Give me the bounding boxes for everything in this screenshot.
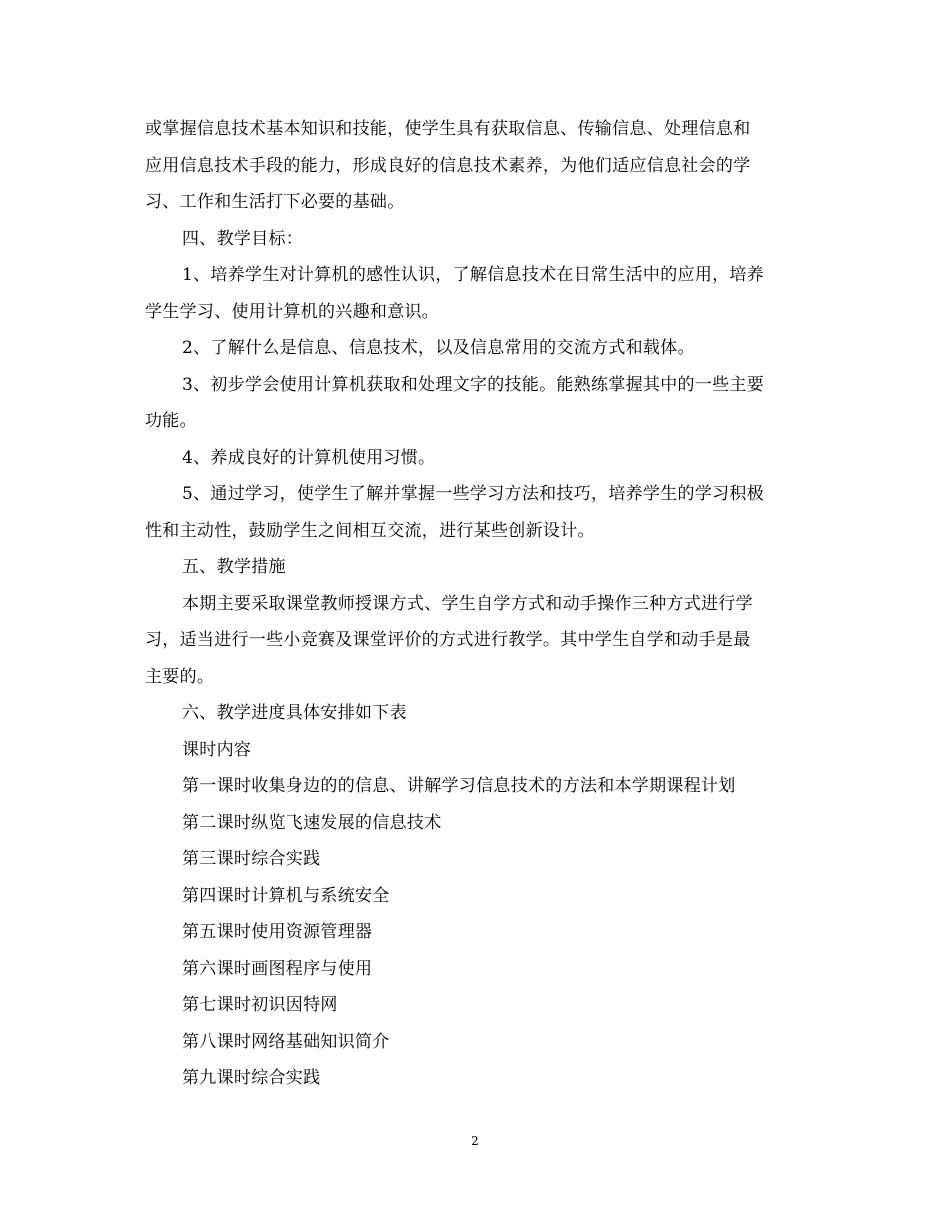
text-line: 习，适当进行一些小竞赛及课堂评价的方式进行教学。其中学生自学和动手是最 [145, 630, 751, 650]
text-line: 主要的。 [145, 666, 215, 687]
section-heading-schedule: 六、教学进度具体安排如下表 [182, 703, 407, 723]
schedule-item: 第三课时综合实践 [182, 849, 321, 869]
text-line: 2、了解什么是信息、信息技术，以及信息常用的交流方式和载体。 [182, 338, 695, 358]
schedule-item: 第八课时网络基础知识简介 [182, 1031, 390, 1052]
document-body [145, 111, 815, 1097]
text-line: 性和主动性，鼓励学生之间相互交流，进行某些创新设计。 [145, 520, 595, 541]
schedule-item: 第五课时使用资源管理器 [182, 922, 373, 942]
text-line: 5、通过学习，使学生了解并掌握一些学习方法和技巧，培养学生的学习积极 [182, 484, 765, 504]
text-line: 或掌握信息技术基本知识和技能，使学生具有获取信息、传输信息、处理信息和 [145, 119, 751, 139]
text-line: 学生学习、使用计算机的兴趣和意识。 [145, 301, 440, 322]
text-line: 习、工作和生活打下必要的基础。 [145, 192, 405, 212]
schedule-item: 第二课时纵览飞速发展的信息技术 [182, 812, 442, 833]
text-line: 应用信息技术手段的能力，形成良好的信息技术素养，为他们适应信息社会的学 [145, 155, 751, 176]
text-line: 功能。 [145, 411, 197, 431]
page-number: 2 [471, 1134, 479, 1148]
text-line: 4、养成良好的计算机使用习惯。 [182, 447, 436, 468]
section-heading-teaching-measures: 五、教学措施 [182, 557, 286, 577]
schedule-item: 第六课时画图程序与使用 [182, 958, 373, 979]
text-line: 本期主要采取课堂教师授课方式、学生自学方式和动手操作三种方式进行学 [182, 593, 753, 614]
text-line: 1、培养学生对计算机的感性认识，了解信息技术在日常生活中的应用，培养 [182, 265, 765, 285]
schedule-item: 第七课时初识因特网 [182, 995, 338, 1015]
schedule-header: 课时内容 [182, 739, 252, 760]
schedule-item: 第一课时收集身边的的信息、讲解学习信息技术的方法和本学期课程计划 [182, 776, 736, 796]
section-heading-teaching-goals: 四、教学目标： [182, 228, 304, 249]
schedule-item: 第九课时综合实践 [182, 1068, 321, 1088]
schedule-item: 第四课时计算机与系统安全 [182, 885, 390, 906]
text-line: 3、初步学会使用计算机获取和处理文字的技能。能熟练掌握其中的一些主要 [182, 374, 765, 395]
